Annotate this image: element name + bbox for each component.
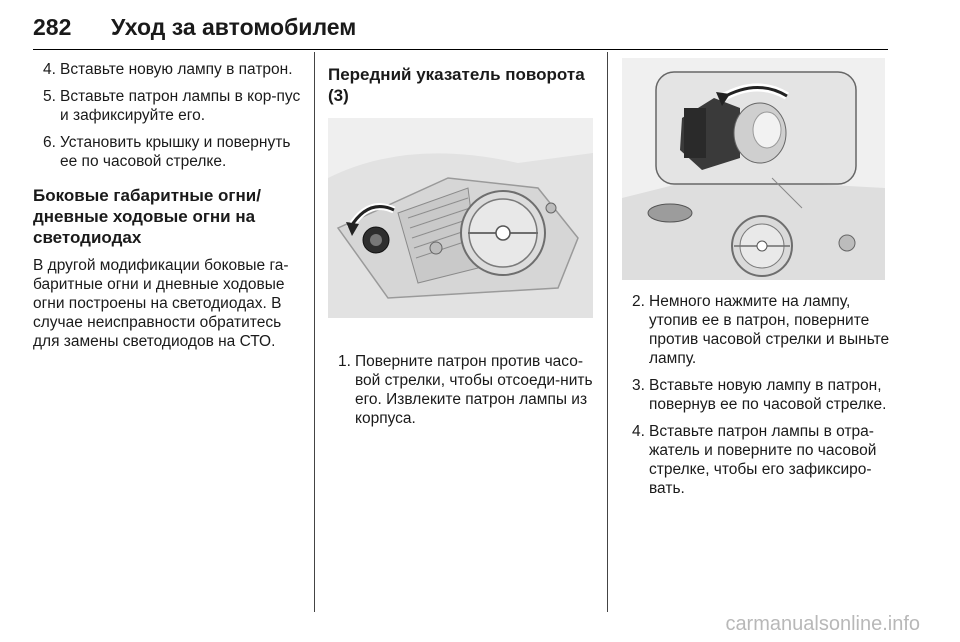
illustration-svg [622,58,885,280]
step-item [33,133,301,171]
step-number: 3. [632,377,645,394]
header-rule [33,49,888,50]
left-column [33,60,301,351]
middle-column [328,60,593,436]
illustration-svg [328,118,593,318]
step-number: 4. [632,423,645,440]
step-text: Вставьте патрон лампы в отра-жатель и поверните по часовой стрелке, чтобы его зафиксиро-вать. [649,423,877,497]
headlamp-socket-illustration [328,118,593,318]
right-steps [622,292,890,498]
step-text: Вставьте новую лампу в патрон. [60,61,293,78]
column-divider-1 [314,52,315,612]
step-text: Установить крышку и повернуть ее по часовой стрелке. [60,134,291,170]
step-text: Вставьте новую лампу в патрон, повернув ее по часовой стрелке. [649,377,887,413]
bulb-removal-illustration [622,58,885,280]
section-heading-turn-signal: Передний указатель поворота (3) [328,65,585,105]
step-item [622,292,890,368]
step-item [622,422,890,498]
middle-steps [328,352,593,428]
section-heading-side-lights: Боковые габаритные огни/ дневные ходовые огни на светодиодах [33,186,261,247]
column-divider-2 [607,52,608,612]
step-number: 6. [43,134,56,151]
step-text: Вставьте патрон лампы в кор-пус и зафиксируйте его. [60,88,301,124]
step-text: Немного нажмите на лампу, утопив ее в патрон, поверните против часовой стрелки и выньте лампу. [649,293,890,367]
step-item [622,376,890,414]
page-number: 282 [33,14,72,40]
page-header [33,14,888,48]
step-number: 2. [632,293,645,310]
chapter-title: Уход за автомобилем [111,14,357,40]
section-paragraph: В другой модификации боковые га-баритные огни и дневные ходовые огни построены на светодиодах. В случае неисправности обратитесь для замены светодиодов на СТО. [33,257,289,350]
right-column [622,58,890,506]
step-number: 1. [338,353,351,370]
step-number: 4. [43,61,56,78]
step-item [33,87,301,125]
step-item [33,60,301,79]
watermark: carmanualsonline.info [725,613,920,635]
step-text: Поверните патрон против часо-вой стрелки, чтобы отсоеди-нить его. Извлеките патрон лампы из корпуса. [355,353,593,427]
left-steps [33,60,301,171]
step-number: 5. [43,88,56,105]
step-item [328,352,593,428]
